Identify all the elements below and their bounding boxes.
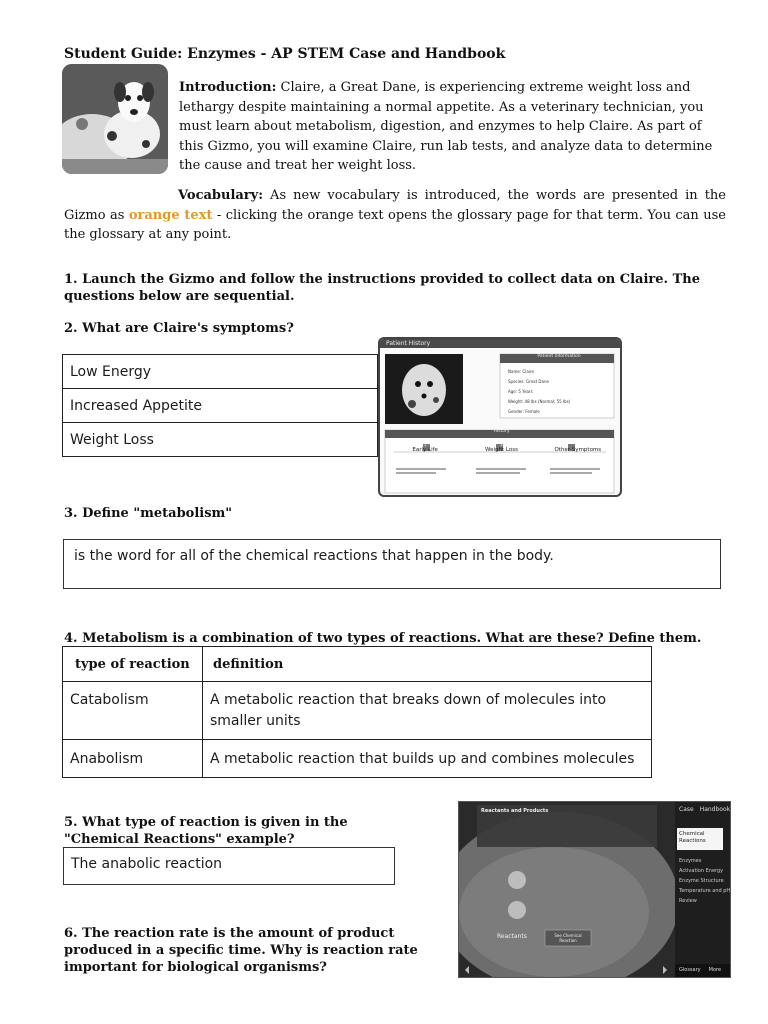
menu-item[interactable]: Enzymes [679,858,702,864]
glossary-button[interactable]: Glossary [679,967,701,973]
orange-text-example: orange text [128,207,213,223]
history-col-title: Other Symptoms [554,447,602,453]
table-row [63,740,652,778]
history-num: 2 [500,442,503,447]
history-col-weight-loss[interactable] [463,442,539,453]
list-item: Species: Great Dane [508,379,549,384]
vocab-text-before: As new vocabulary is introduced, the words are presented in the Gizmo as [64,188,726,223]
page-title: Student Guide: Enzymes - AP STEM Case and Handbook [64,46,506,62]
handbook-screenshot [458,801,731,978]
patient-info-list [508,367,612,417]
see-chemical-reaction-button[interactable]: See Chemical Reaction [554,933,582,943]
table-header-row [63,647,652,682]
intro-text: Claire, a Great Dane, is experiencing extreme weight loss and lethargy despite maintaining a normal appetite. As a veterinary technician, you must learn about metabolism, digestion, and enzymes to help Claire. As part of this Gizmo, you will examine Claire, run lab tests, and analyze data to determine the cause and treat her weight loss. [179,80,713,173]
reaction-type-cell[interactable]: Anabolism [63,740,203,778]
menu-item[interactable]: Review [679,898,697,904]
metabolism-answer-box[interactable] [63,539,721,589]
history-num: 1 [423,442,427,447]
intro-label: Introduction: [179,80,277,95]
history-col-early-life[interactable] [387,442,463,453]
column-header-definition: definition [203,647,652,682]
list-item: Weight: 48 lbs (Normal: 55 lbs) [508,399,571,404]
metabolism-answer: is the word for all of the chemical reactions that happen in the body. [74,548,554,564]
symptom-cell[interactable]: Increased Appetite [63,389,378,423]
patient-info-header: Patient Information [537,354,581,359]
table-row [63,423,378,457]
more-button[interactable]: More [708,967,722,973]
menu-item[interactable]: Temperature and pH [679,888,731,894]
symptoms-table [62,354,378,457]
history-col-other-symptoms[interactable] [540,442,616,453]
history-columns [387,442,616,453]
vocab-text-after: - clicking the orange text opens the glossary page for that term. You can use the glossary at any point. [64,207,726,242]
list-item: Gender: Female [508,409,540,414]
panel-title: Reactants and Products [481,808,549,814]
handbook-menu [679,856,731,906]
column-header-type: type of reaction [63,647,203,682]
symptom-cell[interactable]: Low Energy [63,355,378,389]
menu-item[interactable]: Activation Energy [679,868,724,874]
handbook-tabs [679,806,730,813]
gizmo-title-bar: Patient History [380,339,620,348]
question-5: 5. What type of reaction is given in the "Chemical Reactions" example? [64,815,348,847]
bottom-buttons [679,967,721,973]
q5-answer-box[interactable] [63,847,395,885]
question-3: 3. Define "metabolism" [64,506,233,521]
reaction-definition-cell[interactable]: A metabolic reaction that breaks down of molecules into smaller units [203,682,652,740]
history-header: History [493,429,510,434]
question-1: 1. Launch the Gizmo and follow the instructions provided to collect data on Claire. The questions below are sequential. [64,272,700,304]
vocabulary-paragraph [64,186,726,245]
question-2: 2. What are Claire's symptoms? [64,321,294,336]
table-row [63,682,652,740]
reactions-table [62,646,652,778]
symptom-cell[interactable]: Weight Loss [63,423,378,457]
question-6: 6. The reaction rate is the amount of product produced in a specific time. Why is reaction rate important for biological organisms? [64,926,418,975]
menu-item-chemical-reactions[interactable]: Chemical Reactions [679,831,706,844]
introduction-paragraph [179,78,725,176]
table-row [63,355,378,389]
reaction-definition-cell[interactable]: A metabolic reaction that builds up and combines molecules [203,740,652,778]
q5-answer: The anabolic reaction [71,856,223,872]
reaction-type-cell[interactable]: Catabolism [63,682,203,740]
menu-item[interactable]: Enzyme Structure [679,878,724,884]
question-4: 4. Metabolism is a combination of two types of reactions. What are these? Define them. [64,631,702,646]
tab-case[interactable]: Case [679,806,694,813]
history-col-title: Early Life [412,447,438,453]
vocab-label: Vocabulary: [178,188,264,203]
dog-photo [62,64,168,174]
list-item: Age: 5 Years [508,389,533,394]
history-col-title: Weight Loss [485,447,518,453]
reactants-label: Reactants [497,933,527,940]
list-item: Name: Claire [508,369,534,374]
history-num: 3 [576,442,580,447]
patient-history-screenshot [378,337,622,497]
table-row [63,389,378,423]
tab-handbook[interactable]: Handbook [699,806,731,813]
